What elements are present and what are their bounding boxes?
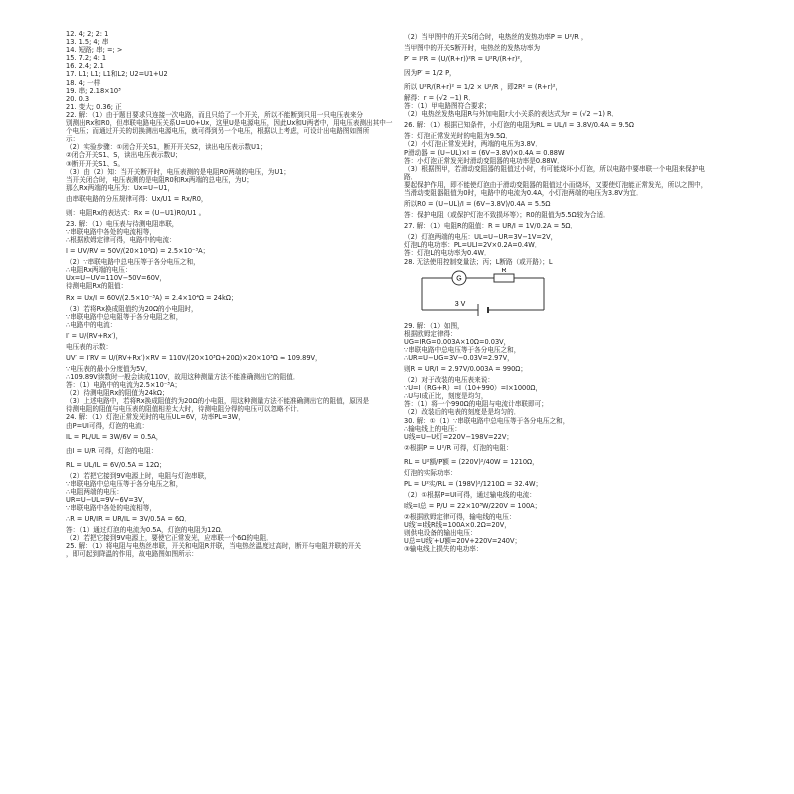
answer-line: 那么Rx两端的电压为：Ux=U−U1，: [66, 183, 175, 192]
answer-line: ∴根据欧姆定律可得，电路中的电流：: [66, 236, 176, 245]
answer-line: ，即可起到降温的作用，故电路图如图所示：: [66, 550, 198, 559]
answer-line: U线=U−U灯=220V−198V=22V；: [404, 432, 513, 441]
answer-line: 22. 解：（1）由于题目要求只连接一次电路，而且只给了一个开关，所以不能断到只用一只电压表来分: [66, 110, 364, 119]
answer-line: U线′=I线R线=100A×0.2Ω=20V，: [404, 521, 511, 530]
answer-line: IL = PL/UL = 3W/6V = 0.5A，: [66, 432, 163, 441]
answer-line: 答：（1）将一个990Ω的电阻与电流计串联即可；: [404, 400, 548, 409]
left-column: [66, 30, 400, 559]
answer-line: I线=I总 = P/U = 22×10³W/220V = 100A；: [404, 502, 542, 510]
answer-line: 20. 0.3: [66, 94, 90, 103]
answer-line: ③输电线上损失的电功率：: [404, 545, 483, 554]
answer-line: （2）若把它接到9V电源上，要使它正常发光，应串联一个6Ω的电阻．: [66, 534, 273, 543]
answer-line: 当甲图中的开关S断开时，电热丝的发热功率为: [404, 44, 541, 52]
answer-line: 灯泡的实际功率：: [404, 468, 457, 477]
answer-line: ∵U=I（RG+R）=I（10+990）=I×1000Ω，: [404, 384, 543, 393]
answer-line: 电压表的示数：: [66, 342, 113, 351]
right-column-part-a: [404, 30, 742, 266]
answer-line: 答：灯泡正常发光时的电阻为9.5Ω．: [404, 132, 512, 141]
resistor-label: R: [501, 267, 507, 274]
answer-line: 14. 短路; 串; =; >: [66, 46, 123, 55]
answer-line: 答：保护电阻（或保护灯泡不致损坏等）；R0的阻值为5.5Ω较为合适．: [404, 211, 610, 220]
answer-line: ∵串联电路中总电压等于各分电压之和，: [66, 479, 183, 488]
answer-line: ∴电阻Rx两端的电压：: [66, 266, 132, 275]
answer-line: RL = U²额/P额 = (220V)²/40W = 1210Ω，: [404, 457, 539, 466]
answer-line: （2）①根据P=UI可得，通过输电线的电流：: [404, 490, 536, 499]
answer-line: 26. 解：（1）根据已知条件，小灯泡的电阻为RL = UL/I = 3.8V/0.4A = 9.5Ω: [404, 121, 634, 130]
answer-line: 答：小灯泡正常发光时滑动变阻器的电功率是0.88W．: [404, 156, 564, 165]
answer-line: I = UV/RV = 50V/(20×10³Ω) = 2.5×10⁻³A；: [66, 247, 210, 256]
answer-line: 15. 7.2; 4: 1: [66, 54, 107, 63]
answer-line: 30. 解：①（1）∵串联电路中总电压等于各分电压之和，: [404, 416, 570, 425]
answer-line: （2）电热丝发热电阻R与外加电阻r大小关系的表达式为r = (√2 −1) R．: [404, 110, 619, 119]
answer-line: 路．: [404, 172, 418, 181]
right-column: [404, 30, 742, 553]
answer-line: 19. 串; 2.18×10³: [66, 86, 121, 95]
answer-line: 18. 4; 一样: [66, 78, 101, 87]
answer-line: 21. 变大; 0.36; 正: [66, 102, 122, 111]
answer-line: UG=IRG=0.003A×10Ω=0.03V，: [404, 337, 511, 346]
answer-line: （2）改装后的电表的刻度是是均匀的．: [404, 408, 521, 417]
answer-line: 由串联电路的分压规律可得：Ux/U1 = Rx/R0，: [66, 194, 208, 203]
answer-line: （2）待测电阻Rx的阻值为24kΩ；: [66, 389, 169, 398]
answer-line: （2）对于改装的电压表来说：: [404, 376, 494, 385]
answer-line: （3）上述电路中，若将Rx换成阻值约为20Ω的小电阻，用这种测量方法不能准确测出它的阻值，原因是: [66, 397, 370, 406]
answer-line: ∴R = UR/IR = UR/IL = 3V/0.5A = 6Ω．: [66, 515, 191, 524]
answer-line: 灯泡L的电功率：PL=ULI=2V×0.2A=0.4W．: [404, 241, 542, 250]
answer-line: 25. 解：（1）将电阻与电热丝串联，开关和电阻R并联，当电热丝温度过高时，断开与电阻并联的开关: [66, 542, 361, 551]
answer-line: 12. 4; 2; 2: 1: [66, 30, 109, 38]
answer-line: 个电压；而通过开关的切换测出电源电压，就可得到另一个电压，根据以上考虑，可设计出电路图如图所: [66, 127, 370, 136]
answer-line: 解得：r = (√2 −1) R．: [404, 94, 475, 103]
answer-line: ∵串联电路中总电压等于各分电压之和，: [404, 345, 521, 354]
answer-line: 17. L1; L1; L1和L2; U2=U1+U2: [66, 70, 168, 79]
answer-line: 则供电设备的输出电压：: [404, 529, 477, 538]
answer-line: RL = UL/IL = 6V/0.5A = 12Ω；: [66, 460, 166, 469]
answer-line: P′ = I²R = (U/(R+r))²R = U²R/(R+r)²，: [404, 55, 527, 64]
answer-line: 则：电阻Rx的表达式：Rx = (U−U1)R0/U1 。: [66, 208, 206, 217]
answer-line: 答：（1）甲电路图符合要求；: [404, 102, 491, 111]
answer-line: 当开关闭合时，电压表测的是电阻R0和Rx两端的总电压，为U；: [66, 175, 253, 184]
answer-line: ∵串联电路中各处的电流相等，: [66, 504, 156, 513]
answer-line: 待测电阻的阻值与电压表的阻值相差太大时，待测电阻分得的电压可以忽略不计．: [66, 405, 304, 414]
battery-voltage-label: 3 V: [454, 300, 466, 308]
answer-line: I′ = U/(RV+Rx′)，: [66, 331, 123, 340]
answer-line: （2）当甲图中的开关S闭合时，电热丝的发热功率P = U²/R ，: [404, 33, 588, 41]
answer-line: 所以 U²R/(R+r)² = 1/2 × U²/R ，即2R² = (R+r)²，: [404, 83, 563, 92]
answer-line: 由I = U/R 可得，灯泡的电阻：: [66, 446, 158, 455]
circuit-diagram: [404, 268, 742, 320]
answer-line: 要起保护作用，即不能使灯泡由于滑动变阻器的阻值过小而烧坏，又要使灯泡能正常发光，所以之图中，: [404, 180, 708, 189]
answer-line: 则R = UR/I = 2.97V/0.003A = 990Ω；: [404, 365, 527, 374]
answer-line: ②闭合开关S1、S，读出电压表示数U；: [66, 151, 182, 160]
answer-line: UR=U−UL=9V−6V=3V，: [66, 495, 150, 504]
answer-line: 29. 解：（1）如图，: [404, 321, 464, 330]
answer-line: ∴U与I成正比，刻度是均匀，: [404, 392, 488, 401]
answer-line: （2）小灯泡正常发光时，两端的电压为3.8V．: [404, 140, 542, 149]
answer-line: 答：（1）电路中的电流为2.5×10⁻³A；: [66, 381, 182, 390]
answer-line: （3）根据图甲，若滑动变阻器的阻值过小时，有可能烧坏小灯泡，所以电路中要串联一个电阻来保护电: [404, 164, 705, 173]
answer-line: ∴电路中的电流：: [66, 320, 117, 329]
answer-line: ∴输电线上的电压：: [404, 424, 461, 433]
answer-line: （2）若把它接到9V电源上时，电阻与灯泡串联，: [66, 471, 211, 480]
answer-line: PL = U²实/RL = (198V)²/1210Ω = 32.4W；: [404, 479, 543, 488]
answer-line: UV′ = I′RV = U/(RV+Rx′)×RV = 110V/(20×10³Ω+20Ω)×20×10³Ω ≈ 109.89V，: [66, 353, 322, 362]
resistor-symbol: [494, 274, 514, 282]
circuit-svg: [404, 268, 554, 320]
answer-line: U总=U线′+U额=20V+220V=240V；: [404, 537, 522, 546]
answer-line: 示：: [66, 135, 80, 144]
answer-line: 16. 2.4; 2.1: [66, 62, 104, 71]
answer-line: Rx = Ux/I = 60V/(2.5×10⁻³A) = 2.4×10⁴Ω = 24kΩ；: [66, 293, 238, 302]
answer-line: Ux=U−UV=110V−50V=60V，: [66, 274, 167, 283]
answer-line: （3）若将Rx换成阻值约为20Ω的小电阻时，: [66, 304, 198, 313]
answer-line: （2）实验步骤：①闭合开关S1，断开开关S2，读出电压表示数U1；: [66, 143, 267, 152]
answer-line: ∵串联电路中各处的电流相等，: [66, 227, 156, 236]
answer-line: （2）灯泡两端的电压：UL=U−UR=3V−1V=2V，: [404, 233, 558, 242]
answer-line: 当滑动变阻器阻值为0时，电路中的电流为0.4A，小灯泡两端的电压为3.8V为宜．: [404, 189, 643, 198]
answer-line: P滑动器 = (U−UL)×I = (6V−3.8V)×0.4A = 0.88W: [404, 148, 565, 157]
answer-line: ∵串联电路中总电阻等于各分电阻之和，: [66, 312, 183, 321]
answer-line: 27. 解：（1）电阻R的阻值：R = UR/I = 1V/0.2A = 5Ω．: [404, 222, 578, 231]
answer-line: 23. 解：（1）电压表与待测电阻串联，: [66, 219, 179, 228]
answer-line: 因为P′ = 1/2 P，: [404, 69, 456, 78]
galvanometer-label: G: [456, 275, 462, 283]
answer-line: ∴电阻两端的电压：: [66, 487, 123, 496]
answer-line: 待测电阻Rx的阻值：: [66, 282, 128, 291]
answer-line: ③断开开关S1、S。: [66, 159, 125, 168]
answer-line: （2）∵串联电路中总电压等于各分电压之和，: [66, 258, 200, 267]
answer-line: 答：灯泡L的电功率为0.4W．: [404, 249, 491, 258]
answer-line: 所以R0 = (U−UL)/I = (6V−3.8V)/0.4A = 5.5Ω: [404, 200, 551, 209]
answer-line: ②根据欧姆定律可得，输电线的电压：: [404, 513, 516, 521]
answer-line: 由P=UI可得，灯泡的电流：: [66, 421, 149, 430]
answer-line: ∵电压表的最小分度值为5V，: [66, 364, 152, 373]
answer-line: 根据欧姆定律得：: [404, 329, 457, 338]
right-column-part-b: [404, 322, 742, 554]
answer-line: ∴UR=U−UG=3V−0.03V=2.97V，: [404, 353, 514, 362]
answer-line: （3）由（2）知：当开关断开时，电压表测的是电阻R0两端的电压，为U1；: [66, 167, 290, 176]
answer-line: ∴109.89V读数时一般会读成110V，故用这种测量方法不能准确测出它的阻值．: [66, 373, 300, 381]
answer-line: 答：（1）通过灯泡的电流为0.5A，灯泡的电阻为12Ω．: [66, 526, 228, 535]
answer-line: 13. 1.5; 4; 串: [66, 38, 109, 47]
answer-line: 24. 解：（1）灯泡正常发光时的电压UL=6V，功率PL=3W，: [66, 413, 245, 422]
answer-line: 28. 无法使用控制变量法；丙；L断路（或开路）；L: [404, 257, 553, 266]
answer-line: 别测出Rx和R0，但串联电路电压关系U=U0+Ux，这里U是电源电压，因此Ux和U两者中，用电压表测出其中一: [66, 119, 393, 128]
answer-line: ②根据P = U²/R 可得，灯泡的电阻：: [404, 443, 513, 452]
